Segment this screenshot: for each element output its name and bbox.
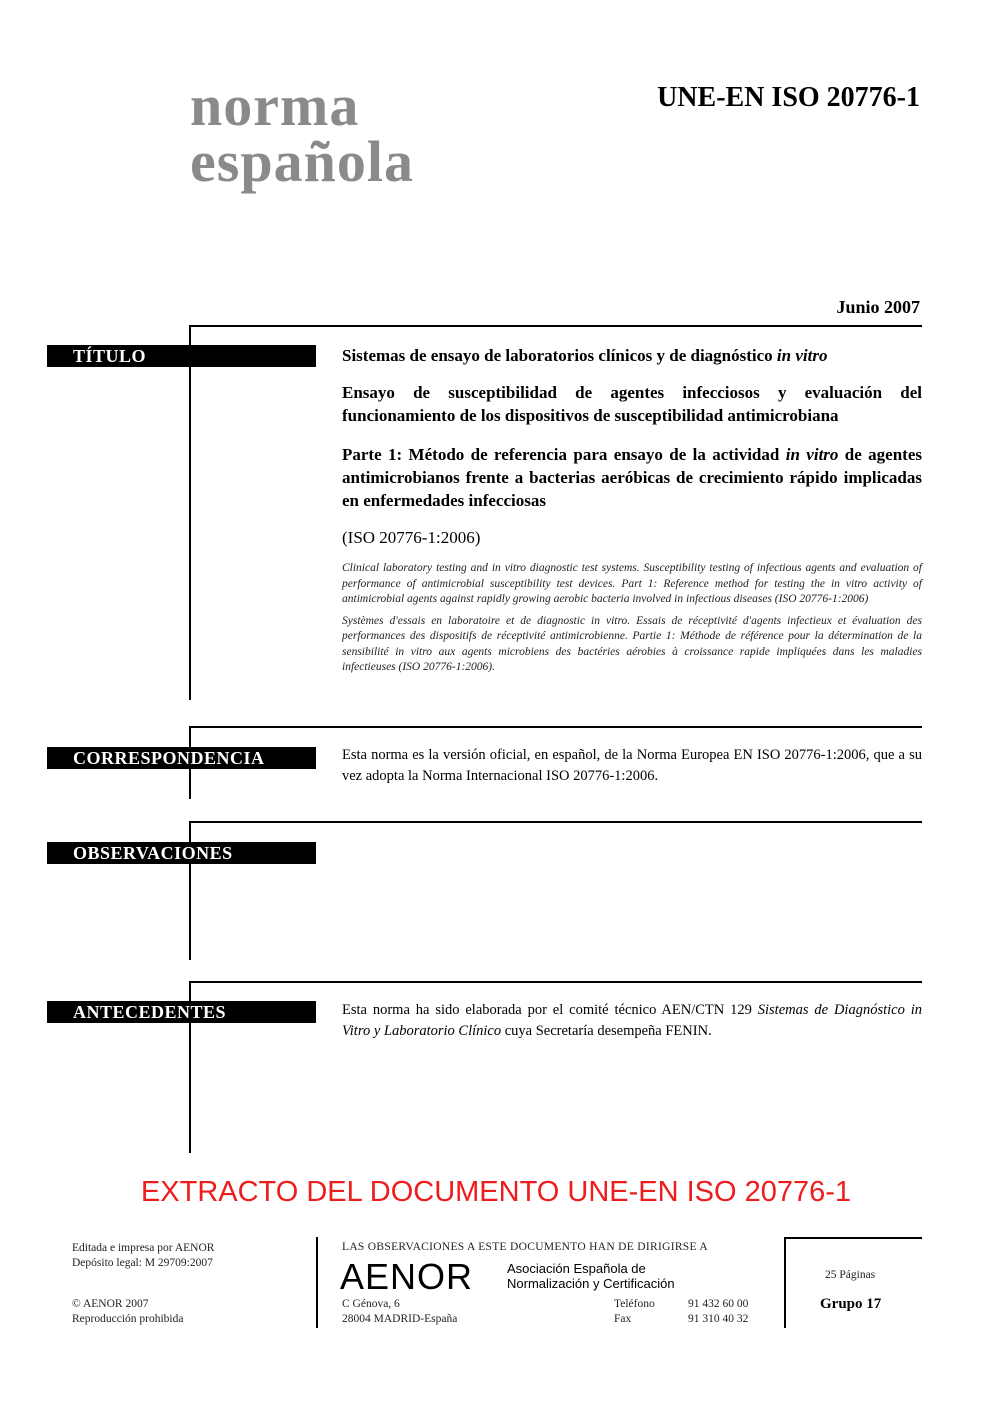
antecedentes-content <box>342 1000 922 1042</box>
footer-reproduccion: Reproducción prohibida <box>72 1313 184 1325</box>
correspondencia-content <box>342 745 922 787</box>
correspondencia-text: Esta norma es la versión oficial, en español, de la Norma Europea EN ISO 20776-1:2006, que a su vez adopta la Norma Internacional ISO 20776-1:2006. <box>342 747 922 784</box>
antecedentes-label: ANTECEDENTES <box>47 1001 316 1023</box>
footer-telefono-label: Teléfono <box>614 1298 655 1310</box>
footer-copyright: © AENOR 2007 <box>72 1298 149 1310</box>
footer-divider-left <box>316 1237 318 1328</box>
antecedentes-rule <box>189 981 922 983</box>
footer-pages: 25 Páginas <box>825 1269 876 1281</box>
footer-observaciones-notice: LAS OBSERVACIONES A ESTE DOCUMENTO HAN DE DIRIGIRSE A <box>342 1241 708 1253</box>
footer-edited: Editada e impresa por AENOR <box>72 1242 215 1254</box>
titulo-label: TÍTULO <box>47 345 316 367</box>
footer-grupo: Grupo 17 <box>820 1296 882 1312</box>
titulo-line-1: Sistemas de ensayo de laboratorios clínicos y de diagnóstico in vitro <box>342 346 828 365</box>
titulo-line-3: Parte 1: Método de referencia para ensayo de la actividad in vitro de agentes antimicrobianos frente a bacterias aeróbicas de crecimiento rápido implicadas en enfermedades infecciosas <box>342 445 922 510</box>
footer-divider-right <box>784 1237 786 1328</box>
titulo-rule <box>189 325 922 327</box>
observaciones-rule <box>189 821 922 823</box>
footer-address-1: C Génova, 6 <box>342 1298 400 1310</box>
brand-line-1: norma <box>190 73 360 138</box>
footer-deposito: Depósito legal: M 29709:2007 <box>72 1257 213 1269</box>
iso-reference: (ISO 20776-1:2006) <box>342 528 481 547</box>
correspondencia-label: CORRESPONDENCIA <box>47 747 316 769</box>
titulo-line-2: Ensayo de susceptibilidad de agentes infecciosos y evaluación del funcionamiento de los dispositivos de susceptibilidad antimicrobiana <box>342 383 922 425</box>
titulo-content <box>342 344 922 682</box>
english-title: Clinical laboratory testing and in vitro diagnostic test systems. Susceptibility testing of infectious agents and evaluation of performance of antimicrobial susceptibility test devices. Part 1: Reference method for testing the in vitro activity of antimicrobial agents against rapidly growing aerobic bacteria involved in infectious diseases (ISO 20776-1:2006) <box>342 562 922 605</box>
aenor-name-line-1: Asociación Española de <box>507 1261 646 1276</box>
footer-box-rule <box>784 1237 922 1239</box>
footer-fax-label: Fax <box>614 1313 632 1325</box>
observaciones-label: OBSERVACIONES <box>47 842 316 864</box>
brand-line-2: española <box>190 129 414 194</box>
french-title: Systèmes d'essais en laboratoire et de diagnostic in vitro. Essais de réceptivité d'agents infectieux et évaluation des performances des dispositifs de réceptivité antimicrobienne. Partie 1: Méthode de référence pour la détermination de la sensibilité in vitro aux agents microbiens des bactéries aérobies à croissance rapide impliquées dans les maladies infectieuses (ISO 20776-1:2006). <box>342 614 922 673</box>
footer-address-2: 28004 MADRID-España <box>342 1313 458 1325</box>
extract-notice: EXTRACTO DEL DOCUMENTO UNE-EN ISO 20776-1 <box>140 1176 852 1208</box>
aenor-name-line-2: Normalización y Certificación <box>507 1276 675 1291</box>
aenor-logo: AENOR <box>340 1256 474 1297</box>
standard-code: UNE-EN ISO 20776-1 <box>657 82 920 113</box>
antecedentes-text: Esta norma ha sido elaborada por el comité técnico AEN/CTN 129 Sistemas de Diagnóstico in Vitro y Laboratorio Clínico cuya Secretaría desempeña FENIN. <box>342 1002 922 1039</box>
titulo-bar <box>189 325 191 700</box>
brand-title <box>190 73 414 194</box>
publication-date: Junio 2007 <box>836 297 920 317</box>
footer-fax: 91 310 40 32 <box>688 1313 749 1325</box>
aenor-full-name <box>507 1261 675 1291</box>
correspondencia-rule <box>189 726 922 728</box>
footer-telefono: 91 432 60 00 <box>688 1298 749 1310</box>
